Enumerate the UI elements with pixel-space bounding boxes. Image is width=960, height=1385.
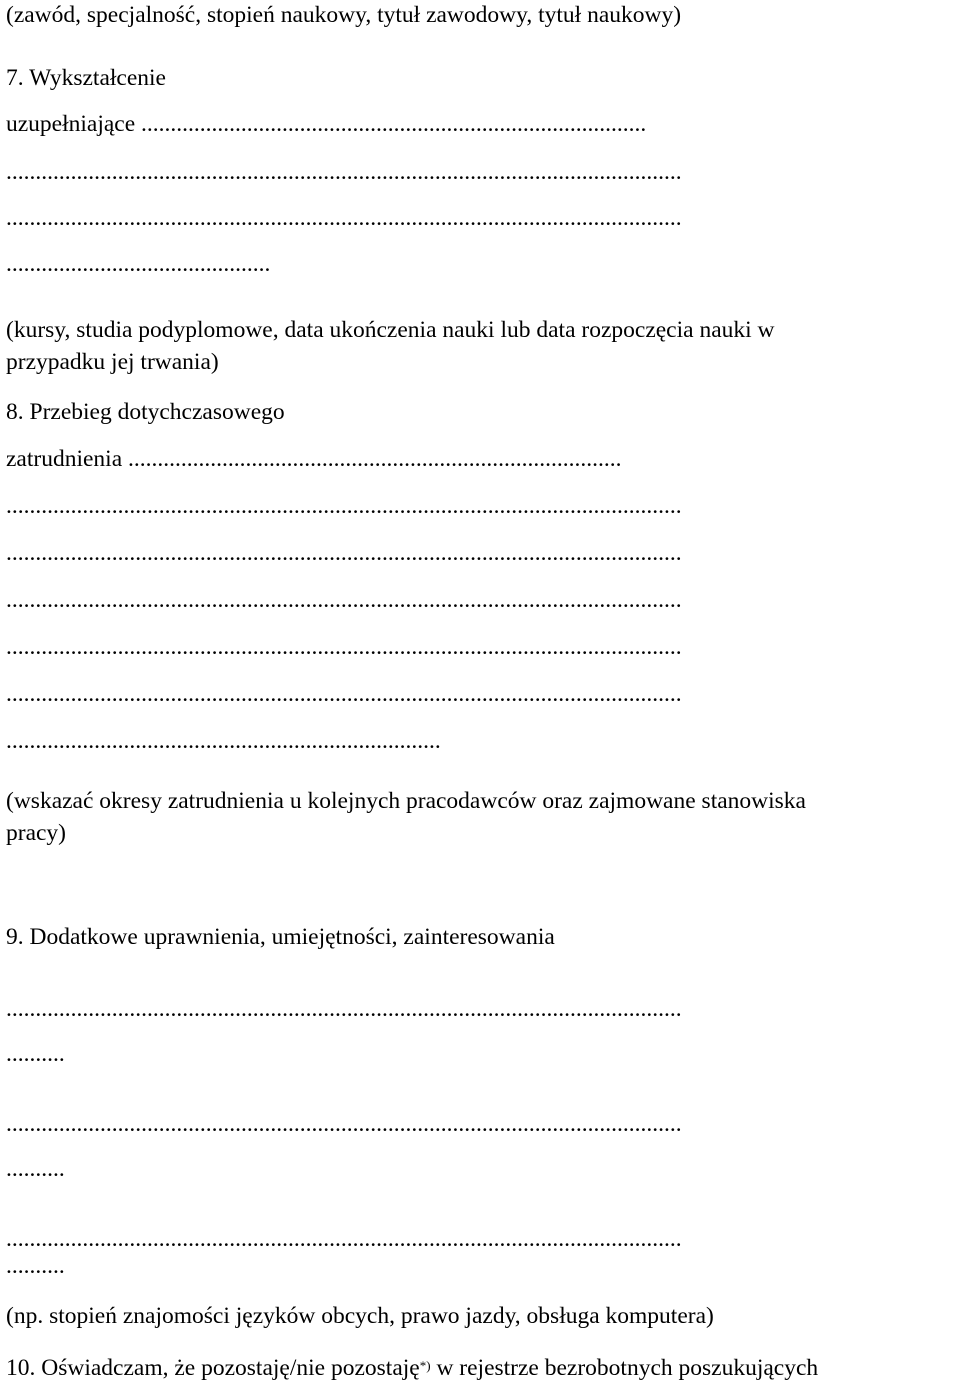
dotted-line: ..........: [6, 1253, 65, 1279]
dotted-line: ...................................................................................................................: [6, 1226, 682, 1252]
dotted-line: ...................................................................................................................: [6, 493, 682, 519]
section7-note-line1: (kursy, studia podyplomowe, data ukończenia nauki lub data rozpoczęcia nauki w: [6, 317, 775, 343]
footnote-mark: *): [419, 1358, 431, 1373]
dotted-line: ..........................................................................: [6, 728, 441, 754]
section10-statement: [6, 1354, 818, 1382]
section7-field-label: uzupełniające: [6, 111, 136, 137]
section10-text-before: 10. Oświadczam, że pozostaję/nie pozostaję: [6, 1355, 420, 1381]
section8-heading: 8. Przebieg dotychczasowego: [6, 399, 285, 425]
section6-note: (zawód, specjalność, stopień naukowy, tytuł zawodowy, tytuł naukowy): [6, 2, 682, 28]
dotted-line: ...................................................................................................................: [6, 159, 682, 185]
section7-field-row: [6, 110, 646, 138]
dotted-fill: ....................................................................................: [128, 446, 622, 472]
section7-note-line2: przypadku jej trwania): [6, 349, 219, 375]
dotted-line: ..........: [6, 1041, 65, 1067]
section9-heading: 9. Dodatkowe uprawnienia, umiejętności, zainteresowania: [6, 924, 555, 950]
dotted-line: ...................................................................................................................: [6, 587, 682, 613]
dotted-line: ...................................................................................................................: [6, 996, 682, 1022]
dotted-line: ..........: [6, 1156, 65, 1182]
dotted-line: .............................................: [6, 251, 271, 277]
section10-text-after: w rejestrze bezrobotnych poszukujących: [430, 1355, 819, 1381]
dotted-line: ...................................................................................................................: [6, 634, 682, 660]
dotted-line: ...................................................................................................................: [6, 681, 682, 707]
dotted-line: ...................................................................................................................: [6, 1111, 682, 1137]
section8-note-line2: pracy): [6, 820, 67, 846]
section8-note-line1: (wskazać okresy zatrudnienia u kolejnych pracodawców oraz zajmowane stanowiska: [6, 788, 806, 814]
section9-note: (np. stopień znajomości języków obcych, prawo jazdy, obsługa komputera): [6, 1303, 714, 1329]
dotted-fill: ......................................................................................: [141, 111, 647, 137]
section7-heading: 7. Wykształcenie: [6, 65, 166, 91]
section8-field-label: zatrudnienia: [6, 446, 123, 472]
section8-field-row: [6, 445, 622, 473]
dotted-line: ...................................................................................................................: [6, 205, 682, 231]
dotted-line: ...................................................................................................................: [6, 540, 682, 566]
